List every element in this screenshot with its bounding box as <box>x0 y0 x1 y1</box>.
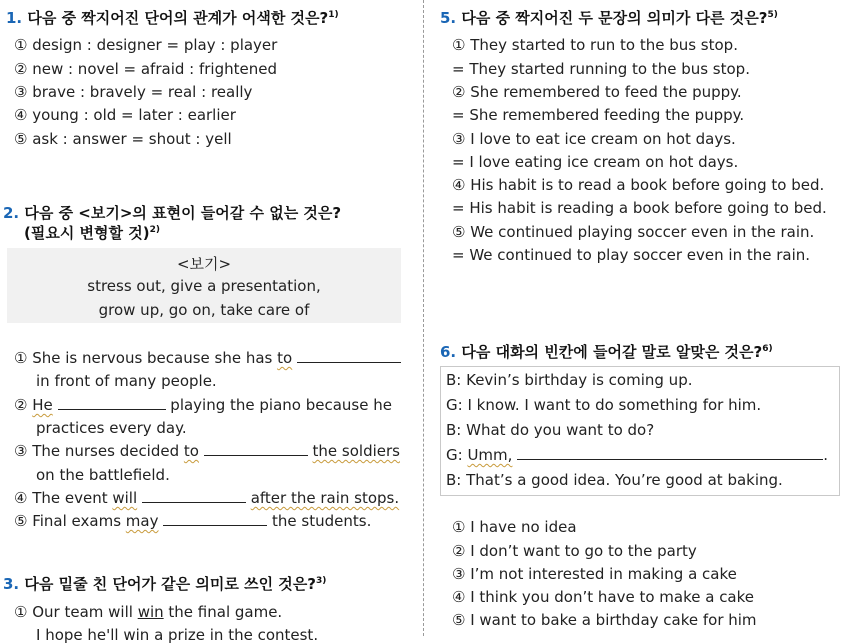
q2-option-2[interactable] <box>14 396 392 414</box>
answer-blank[interactable] <box>517 447 823 460</box>
q2-option-1[interactable] <box>14 349 401 367</box>
q2-title-line2 <box>24 222 160 243</box>
q6-title <box>440 341 773 362</box>
q5-line-5[interactable]: ③ I love to eat ice cream on hot days. <box>452 130 736 148</box>
q1-option-4[interactable]: ④ young : old = later : earlier <box>14 106 236 124</box>
q3-number: 3. <box>3 575 20 593</box>
q5-title <box>440 7 778 28</box>
dialogue-speaker: G: <box>446 446 468 464</box>
q1-option-3[interactable]: ③ brave : bravely = real : really <box>14 83 253 101</box>
q5-text: 다음 중 짝지어진 두 문장의 의미가 다른 것은? <box>461 9 768 27</box>
q1-footnote: 1) <box>328 10 339 20</box>
bogi-box <box>7 248 401 323</box>
answer-blank[interactable] <box>204 443 308 456</box>
q6-option-2[interactable]: ② I don’t want to go to the party <box>452 542 697 560</box>
q3-title <box>3 573 326 594</box>
q3-o1-text2: the final game. <box>163 603 283 621</box>
q6-number: 6. <box>440 343 457 361</box>
dialogue-line-2: G: I know. I want to do something for him. <box>446 396 762 414</box>
q2-o5-text2: the students. <box>272 512 372 530</box>
q5-number: 5. <box>440 9 457 27</box>
q5-line-3[interactable]: ② She remembered to feed the puppy. <box>452 83 742 101</box>
q3-footnote: 3) <box>315 576 327 586</box>
q3-text: 다음 밑줄 친 단어가 같은 의미로 쓰인 것은? <box>24 575 316 593</box>
bogi-line-1: stress out, give a presentation, <box>87 277 321 295</box>
q2-title <box>3 202 341 223</box>
q2-o1-text: ① She is nervous because she has <box>14 349 278 367</box>
q1-option-1[interactable]: ① design : designer = play : player <box>14 36 278 54</box>
answer-blank[interactable] <box>142 490 246 503</box>
q2-o4-word: will <box>112 489 138 507</box>
dialogue-umm: Umm, <box>467 446 513 464</box>
q6-option-1[interactable]: ① I have no idea <box>452 518 577 536</box>
answer-blank[interactable] <box>163 513 267 526</box>
q5-line-10: = We continued to play soccer even in the rain. <box>452 246 811 264</box>
bogi-label: <보기> <box>176 255 232 273</box>
q1-option-5[interactable]: ⑤ ask : answer = shout : yell <box>14 130 232 148</box>
q2-o3-text2: the soldiers <box>312 442 400 460</box>
q5-line-7[interactable]: ④ His habit is to read a book before going to bed. <box>452 176 825 194</box>
q6-option-5[interactable]: ⑤ I want to bake a birthday cake for him <box>452 611 757 629</box>
q2-option-3[interactable] <box>14 442 400 460</box>
q6-option-3[interactable]: ③ I’m not interested in making a cake <box>452 565 737 583</box>
column-divider <box>423 0 424 636</box>
q5-line-2: = They started running to the bus stop. <box>452 60 750 78</box>
q5-footnote: 5) <box>767 10 778 20</box>
q1-number: 1. <box>6 9 23 27</box>
q1-option-2[interactable]: ② new : novel = afraid : frightened <box>14 60 277 78</box>
q1-title <box>6 7 339 28</box>
q3-o1-text: ① Our team will <box>14 603 138 621</box>
q2-o2-marker: ② <box>14 396 33 414</box>
q2-o3-word: to <box>183 442 199 460</box>
q2-option-3-cont: on the battlefield. <box>36 466 170 484</box>
q2-text-line2: (필요시 변형할 것) <box>24 224 150 242</box>
q2-option-1-cont: in front of many people. <box>36 372 217 390</box>
q2-o5-word: may <box>125 512 159 530</box>
q6-footnote: 6) <box>762 344 773 354</box>
q5-line-9[interactable]: ⑤ We continued playing soccer even in the rain. <box>452 223 815 241</box>
dialogue-line-1: B: Kevin’s birthday is coming up. <box>446 371 693 389</box>
q6-option-4[interactable]: ④ I think you don’t have to make a cake <box>452 588 755 606</box>
q3-o1-word: win <box>137 603 164 621</box>
q5-line-4: = She remembered feeding the puppy. <box>452 106 745 124</box>
q2-o3-text: ③ The nurses decided <box>14 442 184 460</box>
dialogue-line-4 <box>446 446 828 464</box>
q5-line-6: = I love eating ice cream on hot days. <box>452 153 739 171</box>
q3-option-1-cont: I hope he'll win a prize in the contest. <box>36 626 319 644</box>
q2-option-4[interactable] <box>14 489 399 507</box>
q2-o1-word: to <box>277 349 293 367</box>
q3-option-1[interactable] <box>14 603 282 621</box>
q2-number: 2. <box>3 204 20 222</box>
q2-option-5[interactable] <box>14 512 371 530</box>
q5-line-1[interactable]: ① They started to run to the bus stop. <box>452 36 738 54</box>
q2-o5-text: ⑤ Final exams <box>14 512 126 530</box>
dialogue-line-5: B: That’s a good idea. You’re good at baking. <box>446 471 783 489</box>
q2-text: 다음 중 <보기>의 표현이 들어갈 수 없는 것은? <box>24 204 342 222</box>
dialogue-line-3: B: What do you want to do? <box>446 421 655 439</box>
q2-o4-text2: after the rain stops. <box>250 489 400 507</box>
q2-o2-text: playing the piano because he <box>170 396 392 414</box>
q2-o4-text: ④ The event <box>14 489 113 507</box>
bogi-line-2: grow up, go on, take care of <box>98 301 310 319</box>
dialogue-box <box>440 366 840 496</box>
dialogue-period: . <box>823 446 828 464</box>
q2-footnote: 2) <box>149 225 160 235</box>
answer-blank[interactable] <box>58 397 166 410</box>
answer-blank[interactable] <box>297 350 401 363</box>
q5-line-8: = His habit is reading a book before going to bed. <box>452 199 827 217</box>
q6-text: 다음 대화의 빈칸에 들어갈 말로 알맞은 것은? <box>461 343 763 361</box>
q1-text: 다음 중 짝지어진 단어의 관계가 어색한 것은? <box>27 9 329 27</box>
q2-option-2-cont: practices every day. <box>36 419 187 437</box>
q2-o2-word: He <box>32 396 53 414</box>
